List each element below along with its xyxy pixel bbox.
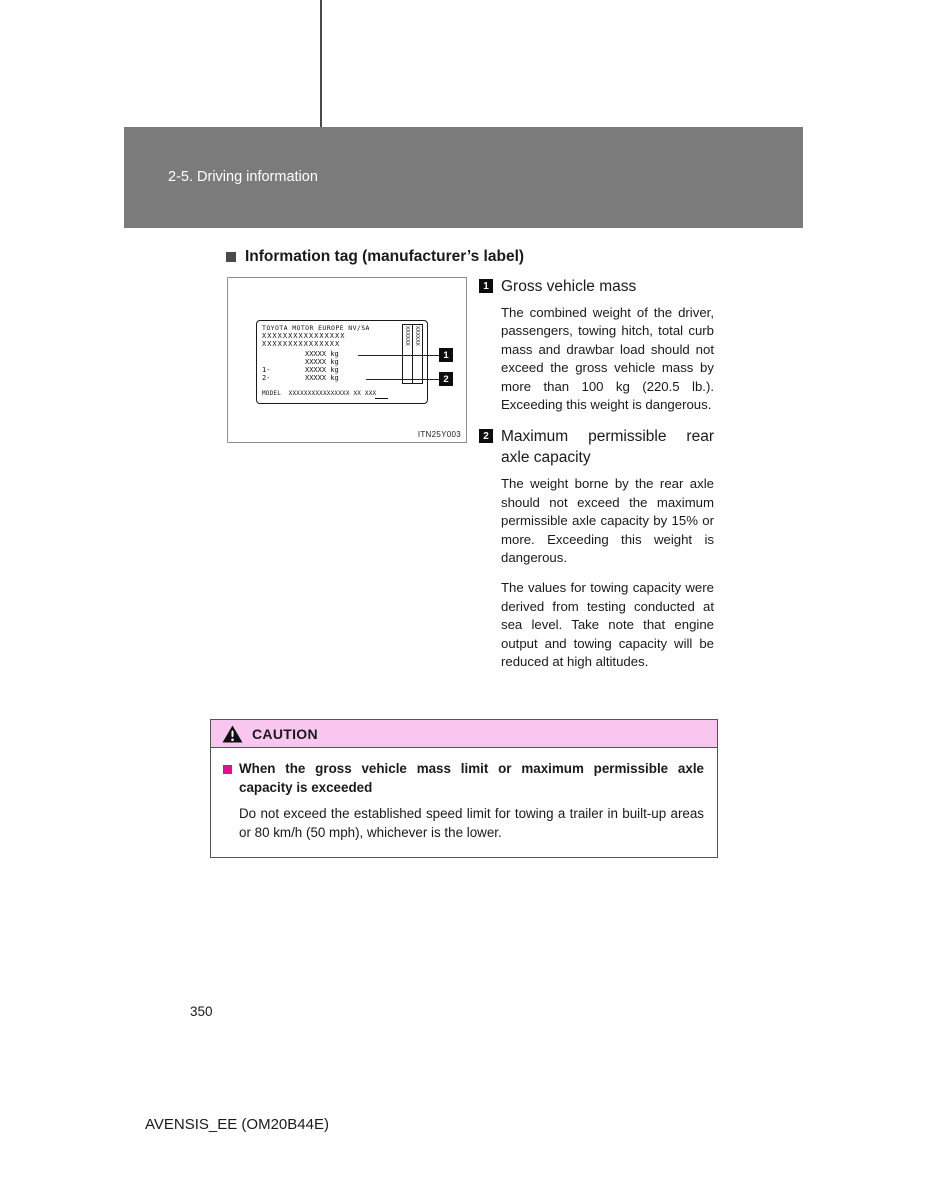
- caution-header: [211, 720, 717, 748]
- breadcrumb: 2-5. Driving information: [168, 169, 318, 185]
- numbered-item-2: [479, 426, 714, 671]
- section-bullet-icon: [226, 252, 236, 262]
- item-paragraph: The values for towing capacity were derived from testing conducted at sea level. Take note that engine output and towing capacity will be reduced at high altitudes.: [501, 580, 714, 670]
- caution-box: [210, 719, 718, 858]
- tag-row-prefix: 2-: [262, 374, 271, 382]
- tag-weight-line: XXXXX kg: [305, 350, 339, 358]
- caution-title: CAUTION: [252, 725, 318, 742]
- figure-box: [227, 277, 467, 443]
- item-head: [479, 276, 714, 297]
- item-head: [479, 426, 714, 468]
- figure-code: ITN25Y003: [417, 430, 461, 439]
- callout-line-1: [358, 355, 440, 356]
- tag-side-strip: [402, 324, 423, 384]
- item-title: Maximum permissible rear axle capacity: [501, 428, 714, 467]
- tag-line: XXXXXXXXXXXXXXX: [262, 340, 341, 348]
- callout-2-marker: 2: [439, 372, 453, 386]
- callout-line-2: [366, 379, 440, 380]
- tag-row-prefix: 1-: [262, 366, 271, 374]
- tag-model-line: MODEL XXXXXXXXXXXXXXXX XX XXX: [262, 390, 377, 397]
- item-number-badge: 2: [479, 429, 493, 443]
- tag-maker-line: TOYOTA MOTOR EUROPE NV/SA: [262, 324, 370, 332]
- numbered-item-1: [479, 276, 714, 414]
- tag-side-text: XXXXXX: [403, 325, 413, 383]
- tag-weight-line: XXXXX kg: [305, 374, 339, 382]
- warning-triangle-icon: [222, 725, 243, 743]
- item-title: Gross vehicle mass: [501, 278, 637, 295]
- caution-text: Do not exceed the established speed limit for towing a trailer in built-up areas or 80 km/h (50 mph), whichever is the lower.: [239, 806, 704, 840]
- magenta-bullet-icon: [223, 765, 232, 774]
- manufacturer-label-tag: [256, 320, 428, 404]
- callout-1-marker: 1: [439, 348, 453, 362]
- binding-mark: [320, 0, 322, 127]
- tag-weight-line: XXXXX kg: [305, 366, 339, 374]
- section-heading: [226, 248, 786, 266]
- caution-heading: When the gross vehicle mass limit or maximum permissible axle capacity is exceeded: [239, 761, 704, 795]
- content-column: [479, 276, 714, 684]
- item-number-badge: 1: [479, 279, 493, 293]
- item-paragraph: The combined weight of the driver, passengers, towing hitch, total curb mass and drawbar load should not exceed the gross vehicle mass by more than 100 kg (220.5 lb.). Exceeding this weight is dangerous.: [501, 305, 714, 413]
- tag-line: XXXXXXXXXXXXXXXX: [262, 332, 346, 340]
- section-title: Information tag (manufacturer’s label): [245, 248, 525, 265]
- page-number: 350: [190, 1004, 213, 1019]
- caution-body: [211, 748, 717, 857]
- tag-side-text: XXXXXX: [414, 326, 420, 346]
- doc-code: AVENSIS_EE (OM20B44E): [145, 1116, 329, 1133]
- tag-weight-line: XXXXX kg: [305, 358, 339, 366]
- model-underline: [375, 398, 388, 399]
- item-paragraph: The weight borne by the rear axle should not exceed the maximum permissible axle capacity by 15% or more. Exceeding this weight is dangerous.: [501, 476, 714, 566]
- caution-bullet-row: [223, 760, 704, 797]
- header-band: [124, 127, 803, 228]
